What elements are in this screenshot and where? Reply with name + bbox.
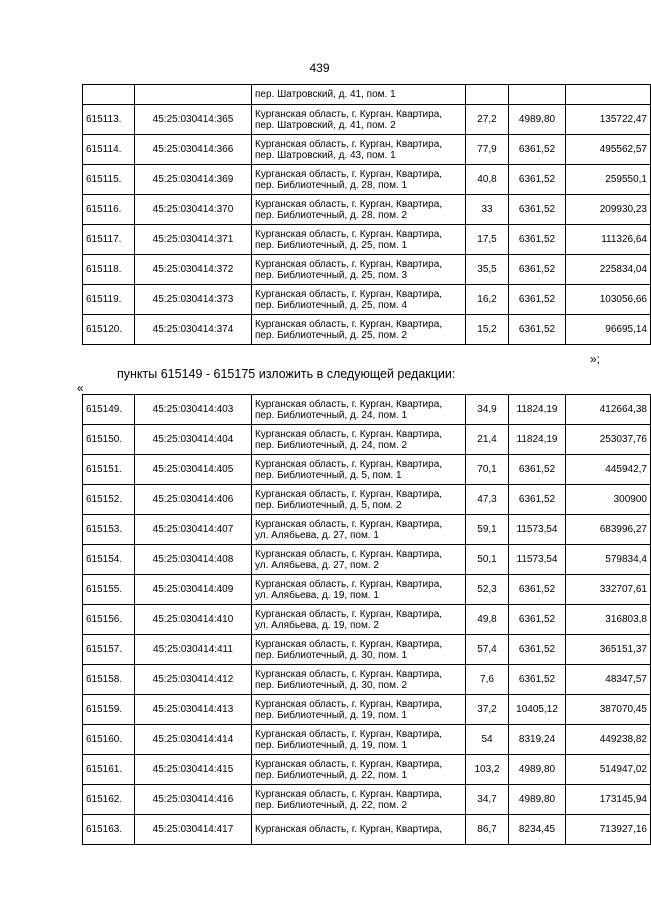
cell-total: 259550,1 (566, 165, 651, 195)
cell-area: 35,5 (466, 255, 509, 285)
address-line-1: Курганская область, г. Курган, Квартира, (255, 108, 443, 120)
cell-address (252, 785, 466, 815)
cell-num: 615154. (83, 545, 135, 575)
table-row (83, 545, 651, 575)
cell-num: 615162. (83, 785, 135, 815)
cell-total: 316803,8 (566, 605, 651, 635)
cell-num: 615152. (83, 485, 135, 515)
table-row (83, 485, 651, 515)
cell-num: 615114. (83, 135, 135, 165)
cell-total: 365151,37 (566, 635, 651, 665)
cell-area: 37,2 (466, 695, 509, 725)
cell-total: 135722,47 (566, 105, 651, 135)
cell-rate: 8319,24 (509, 725, 566, 755)
cell-total: 387070,45 (566, 695, 651, 725)
table-row-continuation (83, 85, 651, 105)
cell-num: 615119. (83, 285, 135, 315)
address-line-2: пер. Библиотечный, д. 5, пом. 2 (255, 499, 402, 511)
cell-area: 52,3 (466, 575, 509, 605)
cell-address (252, 725, 466, 755)
table-row (83, 425, 651, 455)
cell-cadastral: 45:25:030414:415 (135, 755, 252, 785)
cell-rate: 6361,52 (509, 455, 566, 485)
cell-rate: 6361,52 (509, 285, 566, 315)
cell-cadastral: 45:25:030414:372 (135, 255, 252, 285)
table-row (83, 225, 651, 255)
address-line-2: пер. Библиотечный, д. 22, пом. 1 (255, 769, 408, 781)
cell-num: 615155. (83, 575, 135, 605)
table-row (83, 135, 651, 165)
cell-address (252, 635, 466, 665)
cell-total: 495562,57 (566, 135, 651, 165)
cell-cadastral: 45:25:030414:374 (135, 315, 252, 345)
address-line-1: Курганская область, г. Курган, Квартира, (255, 318, 443, 330)
cell-cadastral: 45:25:030414:407 (135, 515, 252, 545)
cell-cadastral: 45:25:030414:417 (135, 815, 252, 845)
address-line-1: Курганская область, г. Курган, Квартира, (255, 258, 443, 270)
cell-cadastral: 45:25:030414:410 (135, 605, 252, 635)
table-row (83, 575, 651, 605)
address-line-2: пер. Библиотечный, д. 5, пом. 1 (255, 469, 402, 481)
address-line-1: Курганская область, г. Курган, Квартира, (255, 758, 443, 770)
address-line-2: пер. Библиотечный, д. 19, пом. 1 (255, 739, 408, 751)
address-line-1: Курганская область, г. Курган, Квартира, (255, 398, 443, 410)
cell-total: 412664,38 (566, 395, 651, 425)
table-row (83, 785, 651, 815)
address-line-2: пер. Шатровский, д. 43, пом. 1 (255, 149, 396, 161)
cell-num: 615115. (83, 165, 135, 195)
table-row (83, 695, 651, 725)
cell-rate: 4989,80 (509, 755, 566, 785)
cell-num: 615113. (83, 105, 135, 135)
cell-total: 514947,02 (566, 755, 651, 785)
table-row (83, 515, 651, 545)
opening-quote: « (77, 381, 84, 395)
cell-total: 225834,04 (566, 255, 651, 285)
cell-cadastral: 45:25:030414:365 (135, 105, 252, 135)
cell-total: 173145,94 (566, 785, 651, 815)
cell-area: 50,1 (466, 545, 509, 575)
address-line-1: Курганская область, г. Курган, Квартира, (255, 138, 443, 150)
address-line-2: пер. Шатровский, д. 41, пом. 2 (255, 119, 396, 131)
cell-total: 579834,4 (566, 545, 651, 575)
cell-area: 57,4 (466, 635, 509, 665)
address-line-1: Курганская область, г. Курган, Квартира, (255, 824, 443, 835)
cell-cadastral: 45:25:030414:404 (135, 425, 252, 455)
cell-total: 253037,76 (566, 425, 651, 455)
cell-address (252, 195, 466, 225)
cell-total: 449238,82 (566, 725, 651, 755)
address-line-1: Курганская область, г. Курган, Квартира, (255, 168, 443, 180)
table-row (83, 165, 651, 195)
cell-address (252, 285, 466, 315)
table-row (83, 105, 651, 135)
cell-total: 683996,27 (566, 515, 651, 545)
address-line-1: Курганская область, г. Курган, Квартира, (255, 788, 443, 800)
cell-area: 49,8 (466, 605, 509, 635)
address-line-2: пер. Библиотечный, д. 24, пом. 1 (255, 409, 408, 421)
address-line-2: пер. Библиотечный, д. 25, пом. 4 (255, 299, 408, 311)
table-row (83, 635, 651, 665)
cell-rate: 6361,52 (509, 635, 566, 665)
cell-total: 332707,61 (566, 575, 651, 605)
cell-num: 615153. (83, 515, 135, 545)
closing-quote: »; (590, 352, 601, 366)
cell-total: 713927,16 (566, 815, 651, 845)
cell-address (252, 225, 466, 255)
cell-area: 70,1 (466, 455, 509, 485)
address-line-1: Курганская область, г. Курган, Квартира, (255, 288, 443, 300)
cell-address (252, 135, 466, 165)
cell-area: 77,9 (466, 135, 509, 165)
cell-cadastral: 45:25:030414:414 (135, 725, 252, 755)
cell-area: 103,2 (466, 755, 509, 785)
cell-num: 615120. (83, 315, 135, 345)
cell-rate (509, 85, 566, 105)
address-line-1: Курганская область, г. Курган, Квартира, (255, 608, 443, 620)
cell-num: 615151. (83, 455, 135, 485)
cell-address (252, 575, 466, 605)
cell-cadastral: 45:25:030414:412 (135, 665, 252, 695)
cell-num: 615158. (83, 665, 135, 695)
page-number: 439 (309, 61, 330, 75)
amendment-instruction: пункты 615149 - 615175 изложить в следующей редакции: (117, 367, 456, 381)
cell-num: 615150. (83, 425, 135, 455)
table-row (83, 725, 651, 755)
address-line-2: пер. Библиотечный, д. 25, пом. 2 (255, 329, 408, 341)
cell-address (252, 165, 466, 195)
cell-total: 300900 (566, 485, 651, 515)
cell-address (252, 665, 466, 695)
address-line-2: пер. Библиотечный, д. 25, пом. 1 (255, 239, 408, 251)
cell-cadastral: 45:25:030414:366 (135, 135, 252, 165)
cell-cadastral: 45:25:030414:371 (135, 225, 252, 255)
address-line-2: пер. Библиотечный, д. 25, пом. 3 (255, 269, 408, 281)
cell-cadastral: 45:25:030414:416 (135, 785, 252, 815)
cell-cadastral: 45:25:030414:403 (135, 395, 252, 425)
cell-area: 34,9 (466, 395, 509, 425)
table-row (83, 315, 651, 345)
cell-num: 615116. (83, 195, 135, 225)
cell-area: 15,2 (466, 315, 509, 345)
cell-address (252, 315, 466, 345)
cell-address (252, 455, 466, 485)
address-line-1: Курганская область, г. Курган, Квартира, (255, 638, 443, 650)
table-row (83, 665, 651, 695)
table-row (83, 195, 651, 225)
cell-address (252, 425, 466, 455)
cell-rate: 6361,52 (509, 485, 566, 515)
cell-cadastral: 45:25:030414:369 (135, 165, 252, 195)
cell-rate: 10405,12 (509, 695, 566, 725)
cell-rate: 6361,52 (509, 665, 566, 695)
cell-rate: 11573,54 (509, 545, 566, 575)
cell-cadastral: 45:25:030414:406 (135, 485, 252, 515)
cell-rate: 6361,52 (509, 575, 566, 605)
cell-cadastral: 45:25:030414:409 (135, 575, 252, 605)
cell-cadastral: 45:25:030414:408 (135, 545, 252, 575)
cell-rate: 8234,45 (509, 815, 566, 845)
address-line-1: Курганская область, г. Курган, Квартира, (255, 428, 443, 440)
table-row (83, 255, 651, 285)
cell-address (252, 395, 466, 425)
table-row (83, 605, 651, 635)
address-line-2: пер. Библиотечный, д. 24, пом. 2 (255, 439, 408, 451)
cell-address (252, 695, 466, 725)
cell-num: 615163. (83, 815, 135, 845)
cell-rate: 6361,52 (509, 605, 566, 635)
cell-cadastral: 45:25:030414:373 (135, 285, 252, 315)
cell-address (252, 105, 466, 135)
cell-num: 615118. (83, 255, 135, 285)
address-line-1: Курганская область, г. Курган, Квартира, (255, 578, 443, 590)
address-line-2: ул. Алябьева, д. 19, пом. 2 (255, 619, 379, 631)
cell-rate: 6361,52 (509, 195, 566, 225)
address-line-2: ул. Алябьева, д. 27, пом. 2 (255, 559, 379, 571)
cell-address: пер. Шатровский, д. 41, пом. 1 (252, 85, 466, 105)
cell-area: 21,4 (466, 425, 509, 455)
cell-cadastral: 45:25:030414:405 (135, 455, 252, 485)
table-row (83, 815, 651, 845)
cell-area: 27,2 (466, 105, 509, 135)
cell-total: 445942,7 (566, 455, 651, 485)
cell-num: 615157. (83, 635, 135, 665)
cell-cadastral: 45:25:030414:413 (135, 695, 252, 725)
registry-table-top (82, 84, 651, 345)
cell-area: 34,7 (466, 785, 509, 815)
cell-total: 96695,14 (566, 315, 651, 345)
cell-area: 17,5 (466, 225, 509, 255)
cell-num: 615161. (83, 755, 135, 785)
cell-rate: 6361,52 (509, 315, 566, 345)
cell-area (466, 85, 509, 105)
address-line-2: ул. Алябьева, д. 27, пом. 1 (255, 529, 379, 541)
cell-num: 615160. (83, 725, 135, 755)
cell-total: 103056,66 (566, 285, 651, 315)
address-line-1: Курганская область, г. Курган, Квартира, (255, 228, 443, 240)
table-row (83, 395, 651, 425)
address-line-2: пер. Библиотечный, д. 28, пом. 2 (255, 209, 408, 221)
cell-rate: 11824,19 (509, 425, 566, 455)
cell-rate: 4989,80 (509, 105, 566, 135)
cell-total (566, 85, 651, 105)
cell-address (252, 545, 466, 575)
table-row (83, 285, 651, 315)
cell-cadastral: 45:25:030414:370 (135, 195, 252, 225)
address-line-2: пер. Библиотечный, д. 30, пом. 1 (255, 649, 408, 661)
address-line-1: Курганская область, г. Курган, Квартира, (255, 518, 443, 530)
address-line-1: Курганская область, г. Курган, Квартира, (255, 698, 443, 710)
cell-rate: 11573,54 (509, 515, 566, 545)
cell-total: 48347,57 (566, 665, 651, 695)
address-line-2: ул. Алябьева, д. 19, пом. 1 (255, 589, 379, 601)
address-line-2: пер. Библиотечный, д. 28, пом. 1 (255, 179, 408, 191)
cell-cadastral (135, 85, 252, 105)
cell-area: 16,2 (466, 285, 509, 315)
cell-rate: 6361,52 (509, 135, 566, 165)
address-line-1: Курганская область, г. Курган, Квартира, (255, 458, 443, 470)
registry-table-bottom (82, 394, 651, 845)
address-line-2: пер. Библиотечный, д. 30, пом. 2 (255, 679, 408, 691)
address-line-1: Курганская область, г. Курган, Квартира, (255, 728, 443, 740)
cell-rate: 6361,52 (509, 255, 566, 285)
cell-address (252, 815, 466, 845)
address-line-1: Курганская область, г. Курган, Квартира, (255, 488, 443, 500)
cell-rate: 11824,19 (509, 395, 566, 425)
address-line-1: Курганская область, г. Курган, Квартира, (255, 548, 443, 560)
cell-address (252, 255, 466, 285)
cell-cadastral: 45:25:030414:411 (135, 635, 252, 665)
cell-num (83, 85, 135, 105)
address-line-1: Курганская область, г. Курган, Квартира, (255, 198, 443, 210)
cell-num: 615117. (83, 225, 135, 255)
cell-address (252, 605, 466, 635)
table-row (83, 455, 651, 485)
cell-area: 7,6 (466, 665, 509, 695)
cell-area: 86,7 (466, 815, 509, 845)
cell-area: 33 (466, 195, 509, 225)
cell-area: 47,3 (466, 485, 509, 515)
address-line-2: пер. Библиотечный, д. 22, пом. 2 (255, 799, 408, 811)
cell-address (252, 755, 466, 785)
cell-rate: 6361,52 (509, 165, 566, 195)
cell-total: 111326,64 (566, 225, 651, 255)
table-row (83, 755, 651, 785)
cell-num: 615156. (83, 605, 135, 635)
cell-address (252, 515, 466, 545)
cell-address (252, 485, 466, 515)
address-line-2: пер. Библиотечный, д. 19, пом. 1 (255, 709, 408, 721)
cell-num: 615159. (83, 695, 135, 725)
cell-num: 615149. (83, 395, 135, 425)
cell-rate: 4989,80 (509, 785, 566, 815)
cell-area: 40,8 (466, 165, 509, 195)
cell-area: 59,1 (466, 515, 509, 545)
address-line-1: Курганская область, г. Курган, Квартира, (255, 668, 443, 680)
cell-area: 54 (466, 725, 509, 755)
cell-rate: 6361,52 (509, 225, 566, 255)
cell-total: 209930,23 (566, 195, 651, 225)
